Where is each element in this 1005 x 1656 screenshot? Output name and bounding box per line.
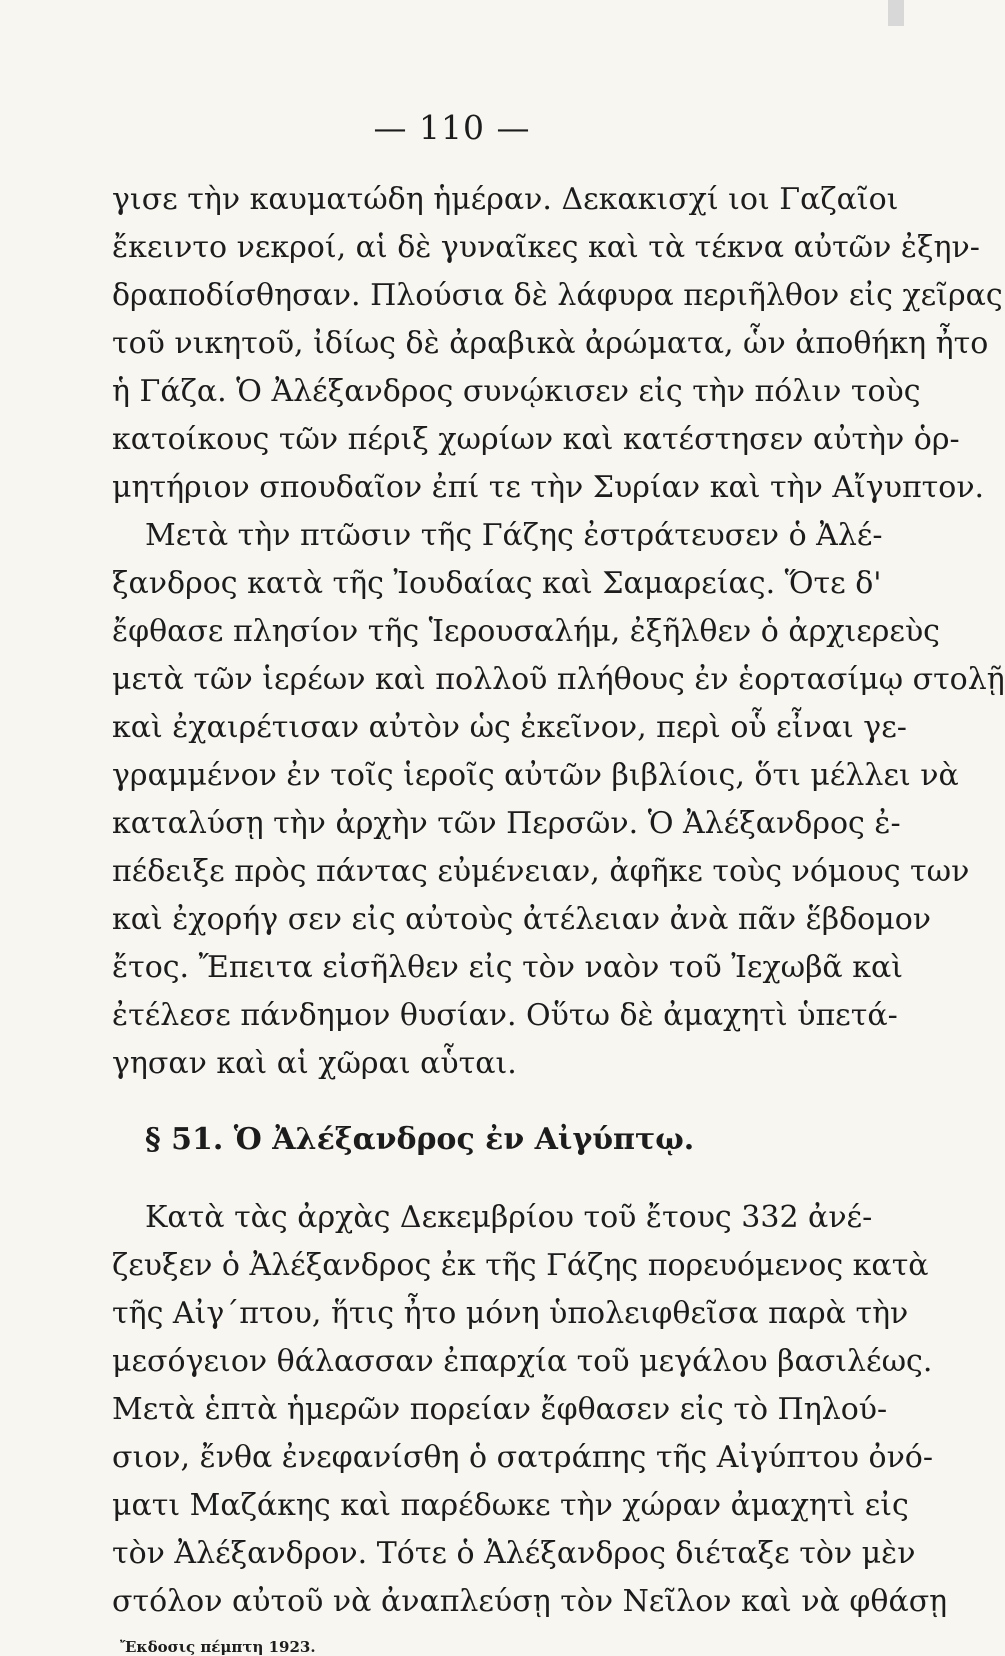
text-line: ἡ Γάζα. Ὁ Ἀλέξανδρος συνῴκισεν εἰς τὴν πόλιν τοὺς xyxy=(112,374,921,409)
page-number: — 110 — xyxy=(373,108,531,147)
text-line: Μετὰ τὴν πτῶσιν τῆς Γάζης ἐστράτευσεν ὁ Ἀλέ- xyxy=(145,518,883,553)
text-line: Κατὰ τὰς ἀρχὰς Δεκεμβρίου τοῦ ἔτους 332 ἀνέ- xyxy=(145,1200,873,1235)
text-line: τοῦ νικητοῦ, ἰδίως δὲ ἀραβικὰ ἀρώματα, ὧν ἀποθήκη ἦτο xyxy=(112,326,989,361)
edition-note: Ἔκδοσις πέμπτη 1923. xyxy=(120,1638,316,1656)
text-line: ζευξεν ὁ Ἀλέξανδρος ἐκ τῆς Γάζης πορευόμενος κατὰ xyxy=(112,1248,929,1283)
text-line: ἔτος. Ἔπειτα εἰσῆλθεν εἰς τὸν ναὸν τοῦ Ἰεχωβᾶ καὶ xyxy=(112,950,904,985)
text-line: μητήριον σπουδαῖον ἐπί τε τὴν Συρίαν καὶ τὴν Αἴγυπτον. xyxy=(112,470,985,505)
text-line: τῆς Αἰγ΄πτου, ἥτις ἦτο μόνη ὑπολειφθεῖσα παρὰ τὴν xyxy=(112,1296,909,1331)
text-line: τὸν Ἀλέξανδρον. Τότε ὁ Ἀλέξανδρος διέταξε τὸν μὲν xyxy=(112,1536,916,1571)
text-line: γησαν καὶ αἱ χῶραι αὗται. xyxy=(112,1046,517,1081)
text-line: σιον, ἔνθα ἐνεφανίσθη ὁ σατράπης τῆς Αἰγύπτου ὀνό- xyxy=(112,1440,934,1475)
text-line: στόλον αὐτοῦ νὰ ἀναπλεύσῃ τὸν Νεῖλον καὶ νὰ φθάσῃ xyxy=(112,1584,948,1619)
text-line: Μετὰ ἑπτὰ ἡμερῶν πορείαν ἔφθασεν εἰς τὸ Πηλού- xyxy=(112,1392,888,1427)
text-line: κατοίκους τῶν πέριξ χωρίων καὶ κατέστησεν αὐτὴν ὁρ- xyxy=(112,422,960,457)
text-line: πέδειξε πρὸς πάντας εὐμένειαν, ἀφῆκε τοὺς νόμους των xyxy=(112,854,970,889)
text-line: γραμμένον ἐν τοῖς ἱεροῖς αὐτῶν βιβλίοις, ὅτι μέλλει νὰ xyxy=(112,758,959,793)
section-heading: § 51. Ὁ Ἀλέξανδρος ἐν Αἰγύπτῳ. xyxy=(145,1122,695,1157)
text-line: ἔκειντο νεκροί, αἱ δὲ γυναῖκες καὶ τὰ τέκνα αὐτῶν ἐξην- xyxy=(112,230,980,265)
text-line: καταλύσῃ τὴν ἀρχὴν τῶν Περσῶν. Ὁ Ἀλέξανδρος ἐ- xyxy=(112,806,901,841)
text-line: γισε τὴν καυματώδη ἡμέραν. Δεκακισχί ιοι Γαζαῖοι xyxy=(112,182,899,217)
text-line: μεσόγειον θάλασσαν ἐπαρχία τοῦ μεγάλου βασιλέως. xyxy=(112,1344,933,1379)
text-line: δραποδίσθησαν. Πλούσια δὲ λάφυρα περιῆλθον εἰς χεῖρας xyxy=(112,278,1003,313)
text-line: ἐτέλεσε πάνδημον θυσίαν. Οὕτω δὲ ἀμαχητὶ ὑπετά- xyxy=(112,998,898,1033)
page-corner-mark xyxy=(888,0,904,26)
text-line: μετὰ τῶν ἱερέων καὶ πολλοῦ πλήθους ἐν ἑορτασίμῳ στολῇ xyxy=(112,662,1005,697)
text-line: καὶ ἐχαιρέτισαν αὐτὸν ὡς ἐκεῖνον, περὶ οὗ εἶναι γε- xyxy=(112,710,907,745)
text-line: ἔφθασε πλησίον τῆς Ἱερουσαλήμ, ἐξῆλθεν ὁ ἀρχιερεὺς xyxy=(112,614,940,649)
text-line: ξανδρος κατὰ τῆς Ἰουδαίας καὶ Σαμαρείας. Ὅτε δ' xyxy=(112,566,882,601)
text-line: καὶ ἐχορήγ σεν εἰς αὐτοὺς ἀτέλειαν ἀνὰ πᾶν ἕβδομον xyxy=(112,902,932,937)
text-line: ματι Μαζάκης καὶ παρέδωκε τὴν χώραν ἀμαχητὶ εἰς xyxy=(112,1488,909,1523)
